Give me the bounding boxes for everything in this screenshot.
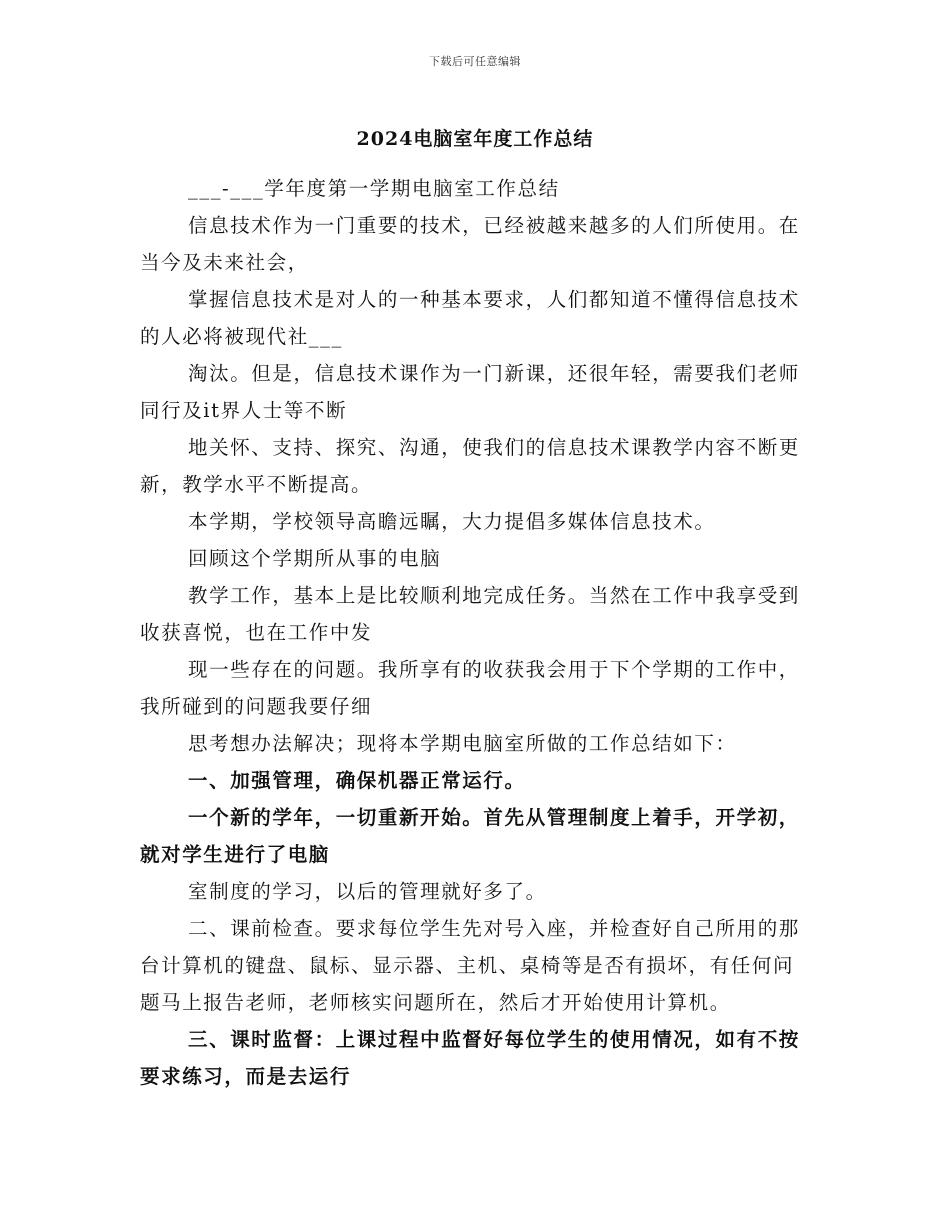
section-heading: 一、加强管理，确保机器正常运行。 (188, 769, 526, 792)
paragraph: 教学工作，基本上是比较顺利地完成任务。当然在工作中我享受到收获喜悦，也在工作中发 (140, 584, 800, 644)
document-body (140, 170, 810, 1095)
paragraph: 地关怀、支持、探究、沟通，使我们的信息技术课教学内容不断更新，教学水平不断提高。 (140, 436, 800, 496)
paragraph: 一个新的学年，一切重新开始。首先从管理制度上着手，开学初，就对学生进行了电脑 (140, 806, 800, 866)
paragraph: 思考想办法解决；现将本学期电脑室所做的工作总结如下： (188, 732, 737, 755)
page-header: 下载后可任意编辑 (429, 55, 521, 68)
paragraph: 三、课时监督：上课过程中监督好每位学生的使用情况，如有不按要求练习，而是去运行 (140, 1028, 800, 1088)
document-title: 2024电脑室年度工作总结 (356, 128, 594, 150)
paragraph: 淘汰。但是，信息技术课作为一门新课，还很年轻，需要我们老师同行及it界人士等不断 (140, 362, 800, 422)
paragraph: 信息技术作为一门重要的技术，已经被越来越多的人们所使用。在当今及未来社会， (140, 214, 800, 274)
paragraph: 回顾这个学期所从事的电脑 (188, 547, 442, 570)
paragraph: 本学期，学校领导高瞻远瞩，大力提倡多媒体信息技术。 (188, 510, 716, 533)
paragraph: 现一些存在的问题。我所享有的收获我会用于下个学期的工作中，我所碰到的问题我要仔细 (140, 658, 800, 718)
paragraph: 二、课前检查。要求每位学生先对号入座，并检查好自己所用的那台计算机的键盘、鼠标、显示器、主机、桌椅等是否有损坏，有任何问题马上报告老师，老师核实问题所在，然后才开始使用计算机。 (140, 917, 800, 1014)
paragraph: 室制度的学习，以后的管理就好多了。 (188, 880, 547, 903)
paragraph: 掌握信息技术是对人的一种基本要求，人们都知道不懂得信息技术的人必将被现代社___ (140, 288, 800, 348)
paragraph: ___-___学年度第一学期电脑室工作总结 (188, 177, 560, 200)
